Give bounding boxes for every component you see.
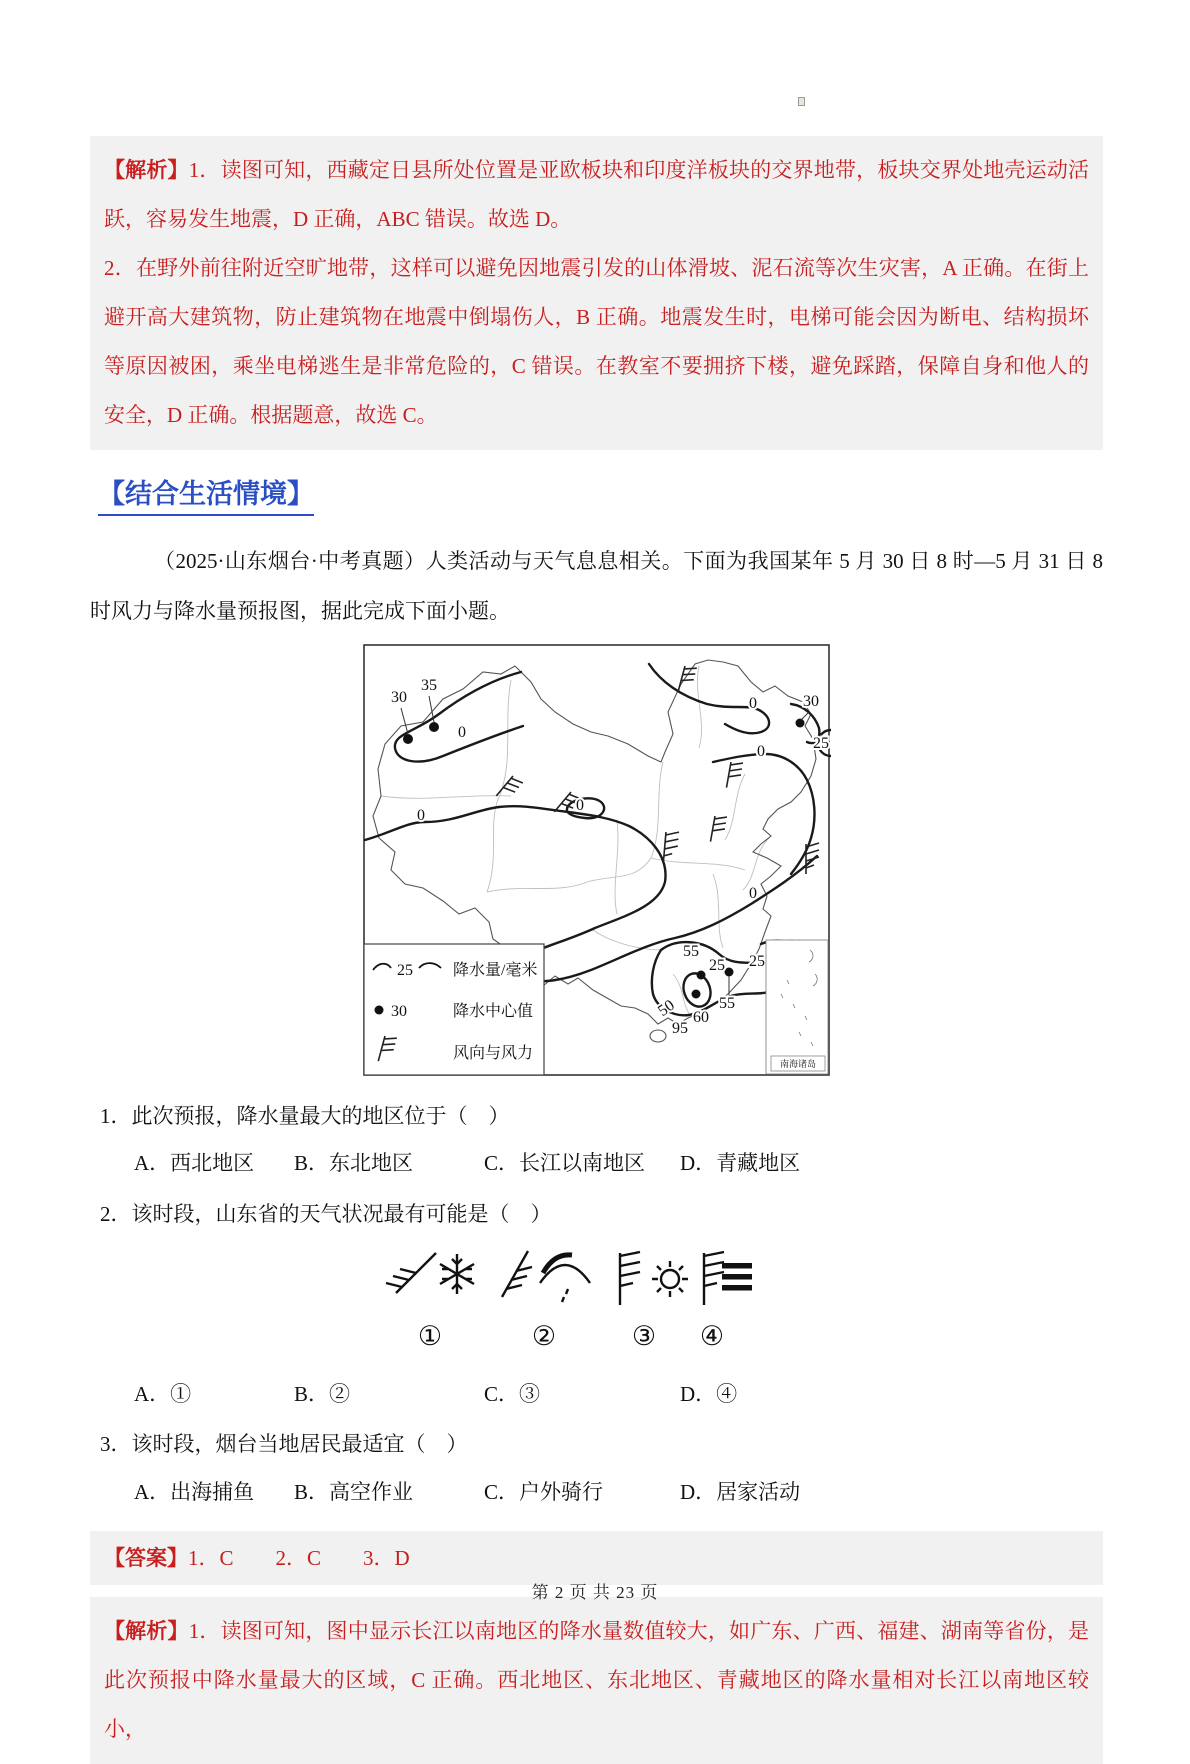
china-weather-map [362,644,831,1076]
page-number: 第 2 页 共 23 页 [531,1583,659,1602]
question-2-options [134,1380,1103,1409]
symbol-4-wind-fog-icon [704,1252,752,1305]
symbol-2-wind-rain-icon [502,1251,590,1302]
option-d: D．居家活动 [680,1479,801,1504]
analysis-block-top [90,136,1103,450]
page-content [90,136,1103,1764]
option-c: C．户外骑行 [484,1479,604,1504]
question-3-options [134,1478,1103,1507]
answer-line: 【答案】1．C 2．C 3．D [104,1546,410,1571]
question-1-options [134,1149,1103,1178]
symbol-3-wind-sun-icon [620,1252,688,1305]
map-label: 0 [757,742,765,760]
legend-dot-label: 降水中心值 [453,1002,534,1020]
map-label: 0 [749,694,757,712]
dot-symbol [375,1005,384,1014]
legend-isoline-value: 25 [397,961,413,979]
map-label: 25 [749,952,765,970]
symbol-number-4: ④ [699,1321,725,1352]
map-legend [364,944,544,1075]
legend-wind-label: 风向与风力 [453,1044,534,1062]
map-label: 35 [421,676,437,694]
option-a: A．出海捕鱼 [134,1479,255,1504]
map-label: 0 [749,884,757,902]
section-heading: 【结合生活情境】 [98,478,314,516]
legend-isoline-label: 降水量/毫米 [453,961,538,979]
option-a: A．① [134,1382,192,1407]
question-2: 2．该时段，山东省的天气状况最有可能是（ ） [100,1201,552,1226]
option-b: B．高空作业 [294,1479,414,1504]
option-d: D．④ [680,1382,738,1407]
analysis-paragraph: 【解析】1．读图可知，西藏定日县所处位置是亚欧板块和印度洋板块的交界地带，板块交界处地壳运动活跃，容易发生地震，D 正确，ABC 错误。故选 D。 [104,158,1090,231]
legend-dot-value: 30 [391,1002,407,1020]
inset-label: 南海诸岛 [779,1058,817,1069]
page-artifact [798,97,805,106]
answer-label: 【答案】 [104,1546,188,1571]
map-label: 0 [458,723,466,741]
map-label: 60 [693,1008,709,1026]
map-label: 55 [719,994,735,1012]
question-3: 3．该时段，烟台当地居民最适宜（ ） [100,1432,468,1457]
weather-symbols-figure [382,1239,754,1362]
question-intro: （2025·山东烟台·中考真题）人类活动与天气息息相关。下面为我国某年 5 月 30 日 8 时—5 月 31 日 8 时风力与降水量预报图，据此完成下面小题。 [90,548,1103,623]
analysis-label: 【解析】 [104,158,189,182]
map-label: 55 [683,942,699,960]
question-1: 1．此次预报，降水量最大的地区位于（ ） [100,1103,510,1128]
option-c: C．长江以南地区 [484,1151,646,1176]
map-label: 50 [654,996,678,1020]
option-d: D．青藏地区 [680,1151,801,1176]
symbol-1-wind-snow-icon [386,1253,474,1294]
symbol-number-3: ③ [631,1321,657,1352]
map-label: 25 [709,956,725,974]
map-label: 95 [672,1019,688,1037]
map-label: 0 [576,796,584,814]
map-label: 30 [803,692,819,710]
map-label: 25 [813,734,829,752]
analysis-block-bottom [90,1597,1103,1764]
symbol-numbers [418,1321,724,1351]
symbol-number-2: ② [531,1321,557,1352]
map-label: 0 [417,806,425,824]
map-label: 30 [391,688,407,706]
weather-map-figure [362,644,831,1081]
option-b: B．② [294,1382,351,1407]
analysis-label: 【解析】 [104,1619,189,1644]
analysis-paragraph: 【解析】1．读图可知，图中显示长江以南地区的降水量数值较大，如广东、广西、福建、湖南等省份，是此次预报中降水量最大的区域，C 正确。西北地区、东北地区、青藏地区的降水量相对长江以南地区较小， [104,1619,1090,1742]
analysis-paragraph: 2．在野外前往附近空旷地带，这样可以避免因地震引发的山体滑坡、泥石流等次生灾害，A 正确。在街上避开高大建筑物，防止建筑物在地震中倒塌伤人，B 正确。地震发生时，电梯可能会因为断电、结构损坏等原因被困，乘坐电梯逃生是非常危险的，C 错误。在教室不要拥挤下楼，避免踩踏，保障自身和他人的安全，D 正确。根据题意，故选 C。 [104,256,1089,427]
option-a: A．西北地区 [134,1151,255,1176]
option-c: C．③ [484,1382,541,1407]
symbol-number-1: ① [417,1321,443,1352]
south-china-sea-inset [766,940,828,1074]
option-b: B．东北地区 [294,1151,414,1176]
